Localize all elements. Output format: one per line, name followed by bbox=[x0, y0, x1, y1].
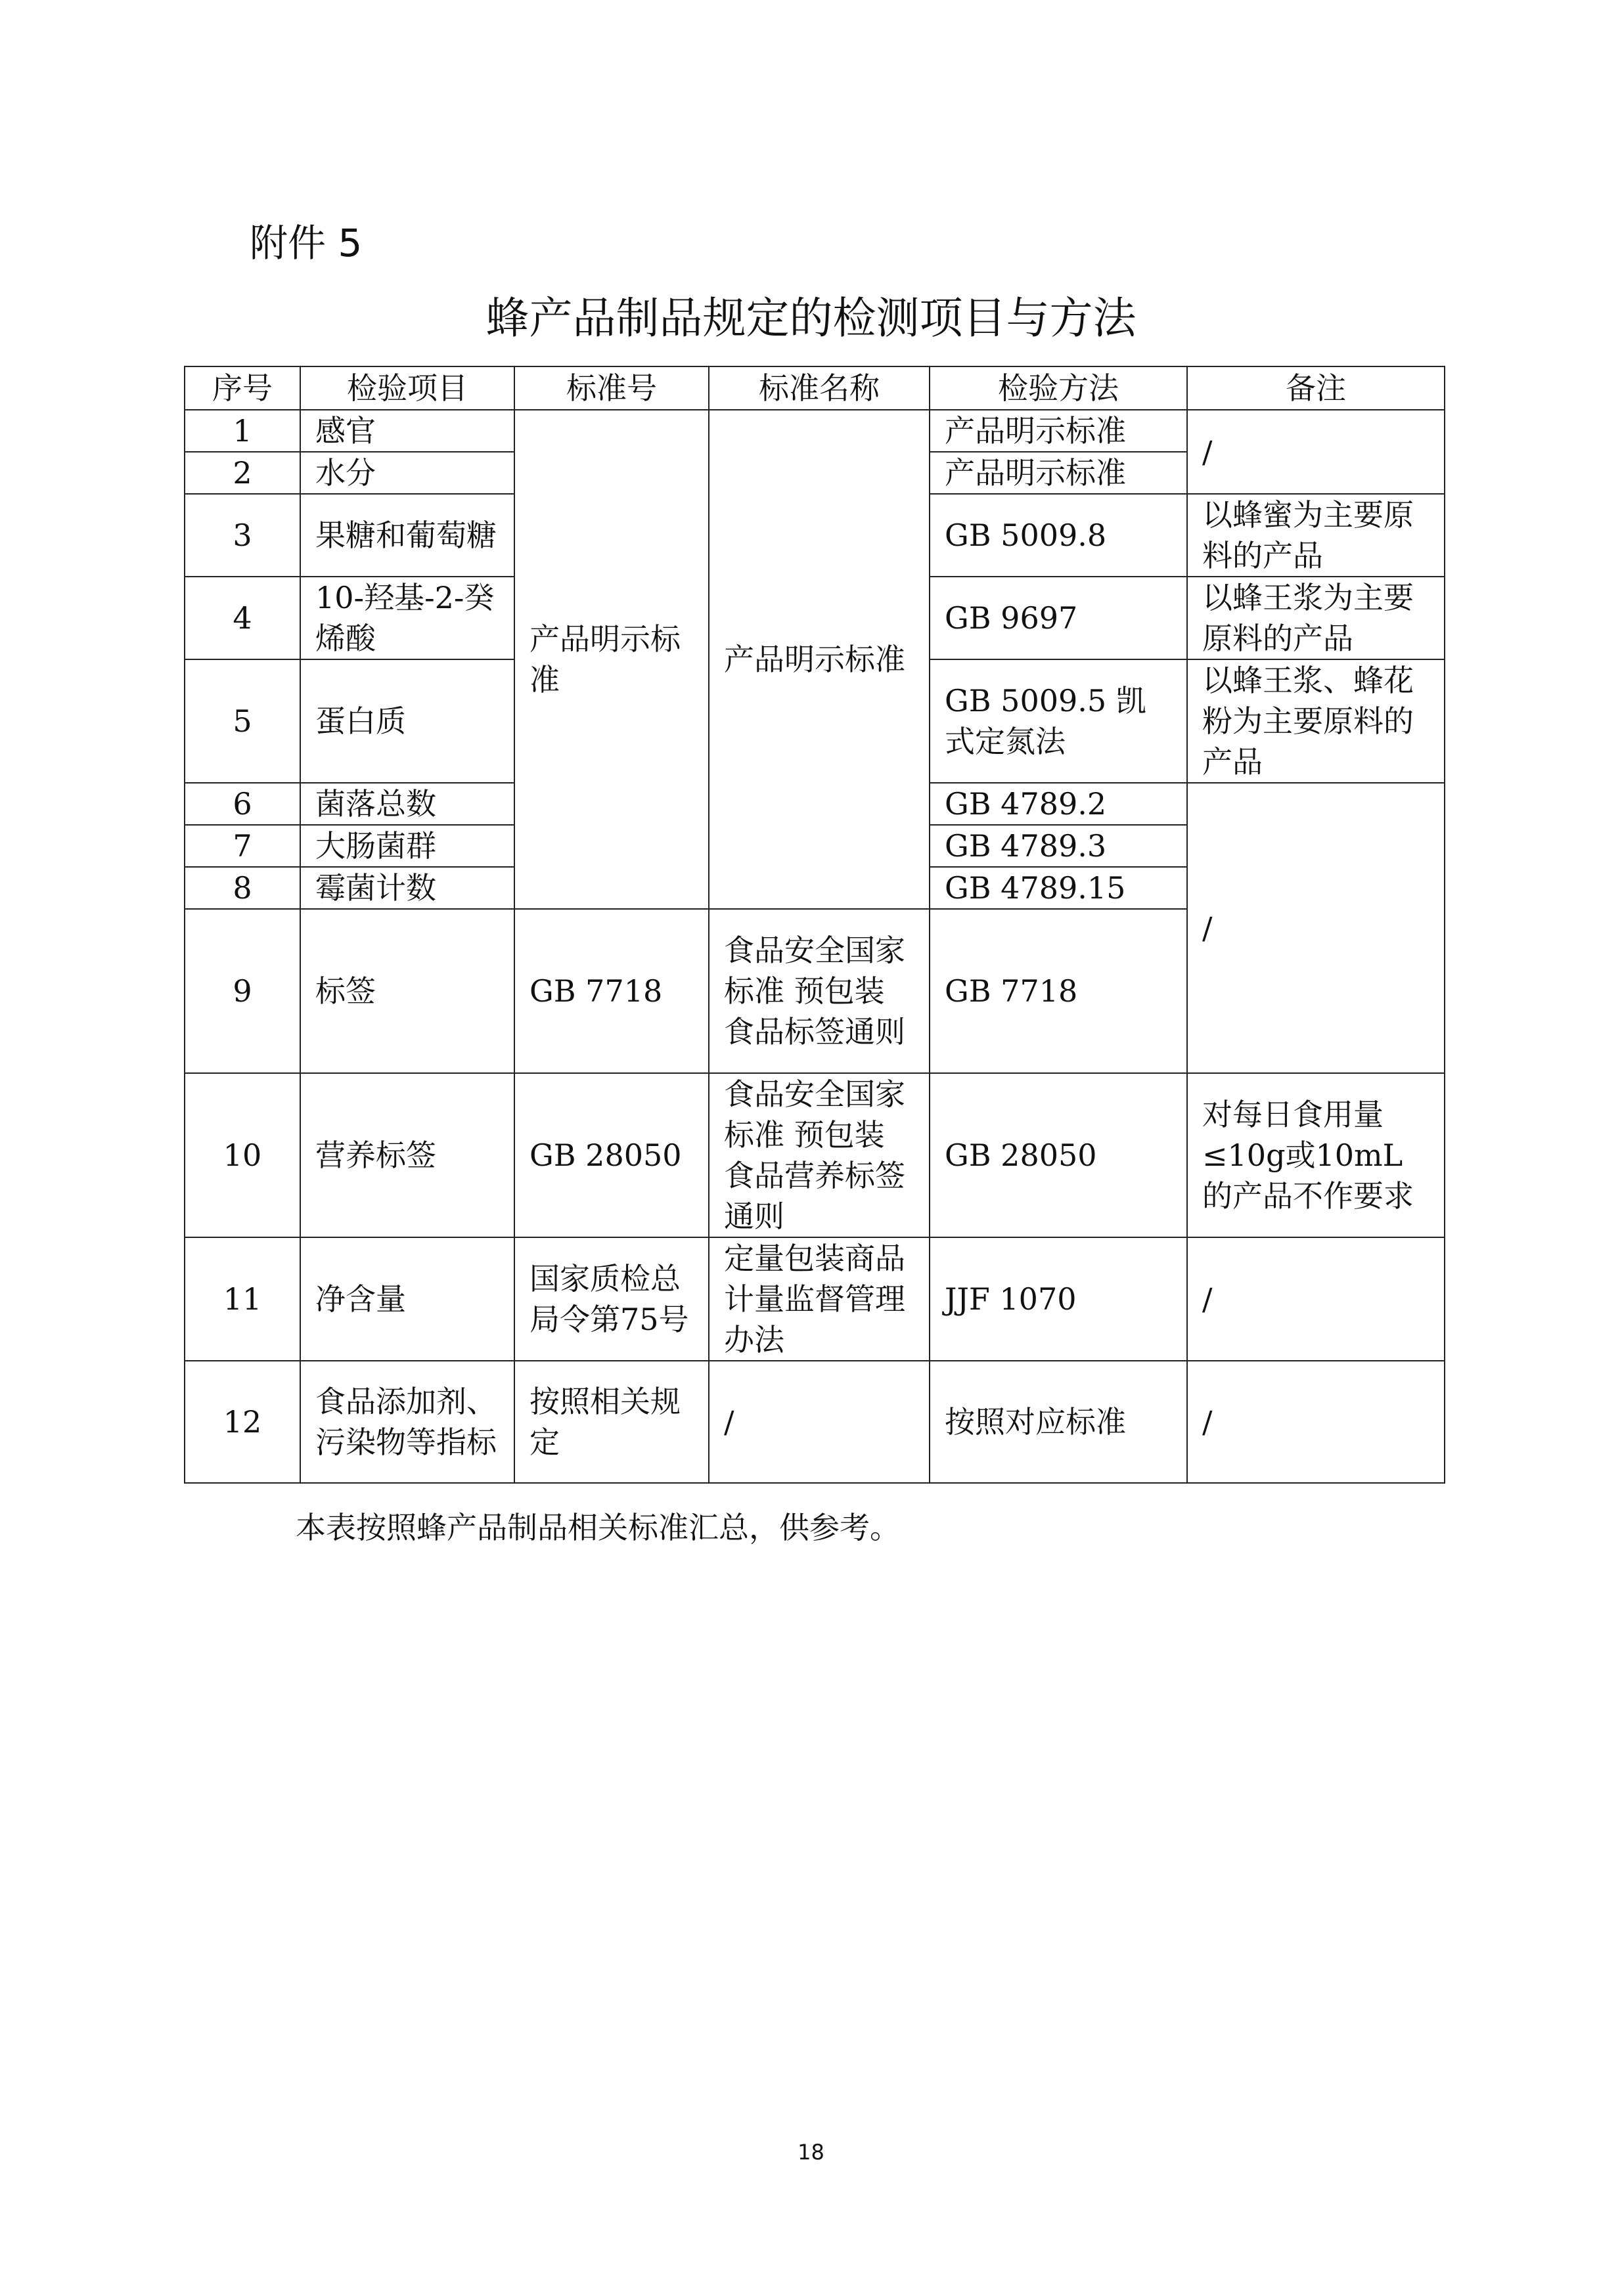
cell-no: 12 bbox=[185, 1361, 300, 1483]
cell-no: 11 bbox=[185, 1237, 300, 1361]
cell-method: GB 7718 bbox=[930, 909, 1187, 1073]
cell-remark: 以蜂王浆、蜂花粉为主要原料的产品 bbox=[1187, 659, 1445, 783]
cell-item: 蛋白质 bbox=[300, 659, 514, 783]
cell-item: 大肠菌群 bbox=[300, 825, 514, 867]
table-row bbox=[185, 1237, 1445, 1361]
cell-item: 标签 bbox=[300, 909, 514, 1073]
header-std-name: 标准名称 bbox=[709, 366, 930, 410]
cell-remark-merged: / bbox=[1187, 783, 1445, 1073]
cell-item: 食品添加剂、污染物等指标 bbox=[300, 1361, 514, 1483]
cell-std-no: GB 28050 bbox=[514, 1073, 709, 1237]
header-item: 检验项目 bbox=[300, 366, 514, 410]
cell-method: GB 5009.8 bbox=[930, 494, 1187, 577]
cell-method: GB 28050 bbox=[930, 1073, 1187, 1237]
cell-std-no: 按照相关规定 bbox=[514, 1361, 709, 1483]
cell-method: GB 9697 bbox=[930, 577, 1187, 659]
cell-method: 产品明示标准 bbox=[930, 410, 1187, 452]
cell-method: GB 5009.5 凯式定氮法 bbox=[930, 659, 1187, 783]
cell-no: 9 bbox=[185, 909, 300, 1073]
header-no: 序号 bbox=[185, 366, 300, 410]
cell-no: 6 bbox=[185, 783, 300, 825]
cell-no: 1 bbox=[185, 410, 300, 452]
header-std-no: 标准号 bbox=[514, 366, 709, 410]
cell-no: 7 bbox=[185, 825, 300, 867]
inspection-table bbox=[184, 366, 1445, 1484]
table-footnote: 本表按照蜂产品制品相关标准汇总，供参考。 bbox=[296, 1510, 900, 1545]
cell-method: GB 4789.3 bbox=[930, 825, 1187, 867]
attachment-label: 附件 5 bbox=[250, 221, 363, 265]
cell-remark: 以蜂蜜为主要原料的产品 bbox=[1187, 494, 1445, 577]
cell-std-no-merged: 产品明示标准 bbox=[514, 410, 709, 909]
cell-std-name: 食品安全国家标准 预包装食品营养标签通则 bbox=[709, 1073, 930, 1237]
cell-std-name: 定量包装商品计量监督管理办法 bbox=[709, 1237, 930, 1361]
table-row bbox=[185, 410, 1445, 452]
cell-std-name: / bbox=[709, 1361, 930, 1483]
cell-no: 5 bbox=[185, 659, 300, 783]
cell-std-no: GB 7718 bbox=[514, 909, 709, 1073]
cell-no: 2 bbox=[185, 452, 300, 494]
cell-item: 净含量 bbox=[300, 1237, 514, 1361]
cell-remark: 对每日食用量≤10g或10mL的产品不作要求 bbox=[1187, 1073, 1445, 1237]
cell-item: 菌落总数 bbox=[300, 783, 514, 825]
cell-method: 按照对应标准 bbox=[930, 1361, 1187, 1483]
cell-item: 感官 bbox=[300, 410, 514, 452]
cell-no: 8 bbox=[185, 867, 300, 909]
cell-item: 10-羟基-2-癸烯酸 bbox=[300, 577, 514, 659]
cell-std-name: 食品安全国家标准 预包装食品标签通则 bbox=[709, 909, 930, 1073]
cell-remark: 以蜂王浆为主要原料的产品 bbox=[1187, 577, 1445, 659]
cell-method: GB 4789.2 bbox=[930, 783, 1187, 825]
cell-method: JJF 1070 bbox=[930, 1237, 1187, 1361]
cell-remark: / bbox=[1187, 1361, 1445, 1483]
page-title: 蜂产品制品规定的检测项目与方法 bbox=[485, 293, 1137, 343]
page-number: 18 bbox=[798, 2140, 824, 2165]
cell-item: 水分 bbox=[300, 452, 514, 494]
header-method: 检验方法 bbox=[930, 366, 1187, 410]
cell-item: 霉菌计数 bbox=[300, 867, 514, 909]
header-remark: 备注 bbox=[1187, 366, 1445, 410]
cell-no: 3 bbox=[185, 494, 300, 577]
cell-method: 产品明示标准 bbox=[930, 452, 1187, 494]
cell-no: 10 bbox=[185, 1073, 300, 1237]
cell-item: 营养标签 bbox=[300, 1073, 514, 1237]
cell-no: 4 bbox=[185, 577, 300, 659]
cell-item: 果糖和葡萄糖 bbox=[300, 494, 514, 577]
cell-remark: / bbox=[1187, 1237, 1445, 1361]
cell-std-no: 国家质检总局令第75号 bbox=[514, 1237, 709, 1361]
cell-std-name-merged: 产品明示标准 bbox=[709, 410, 930, 909]
table-row bbox=[185, 1073, 1445, 1237]
cell-remark-merged: / bbox=[1187, 410, 1445, 494]
cell-method: GB 4789.15 bbox=[930, 867, 1187, 909]
table-row bbox=[185, 1361, 1445, 1483]
table-header-row bbox=[185, 366, 1445, 410]
